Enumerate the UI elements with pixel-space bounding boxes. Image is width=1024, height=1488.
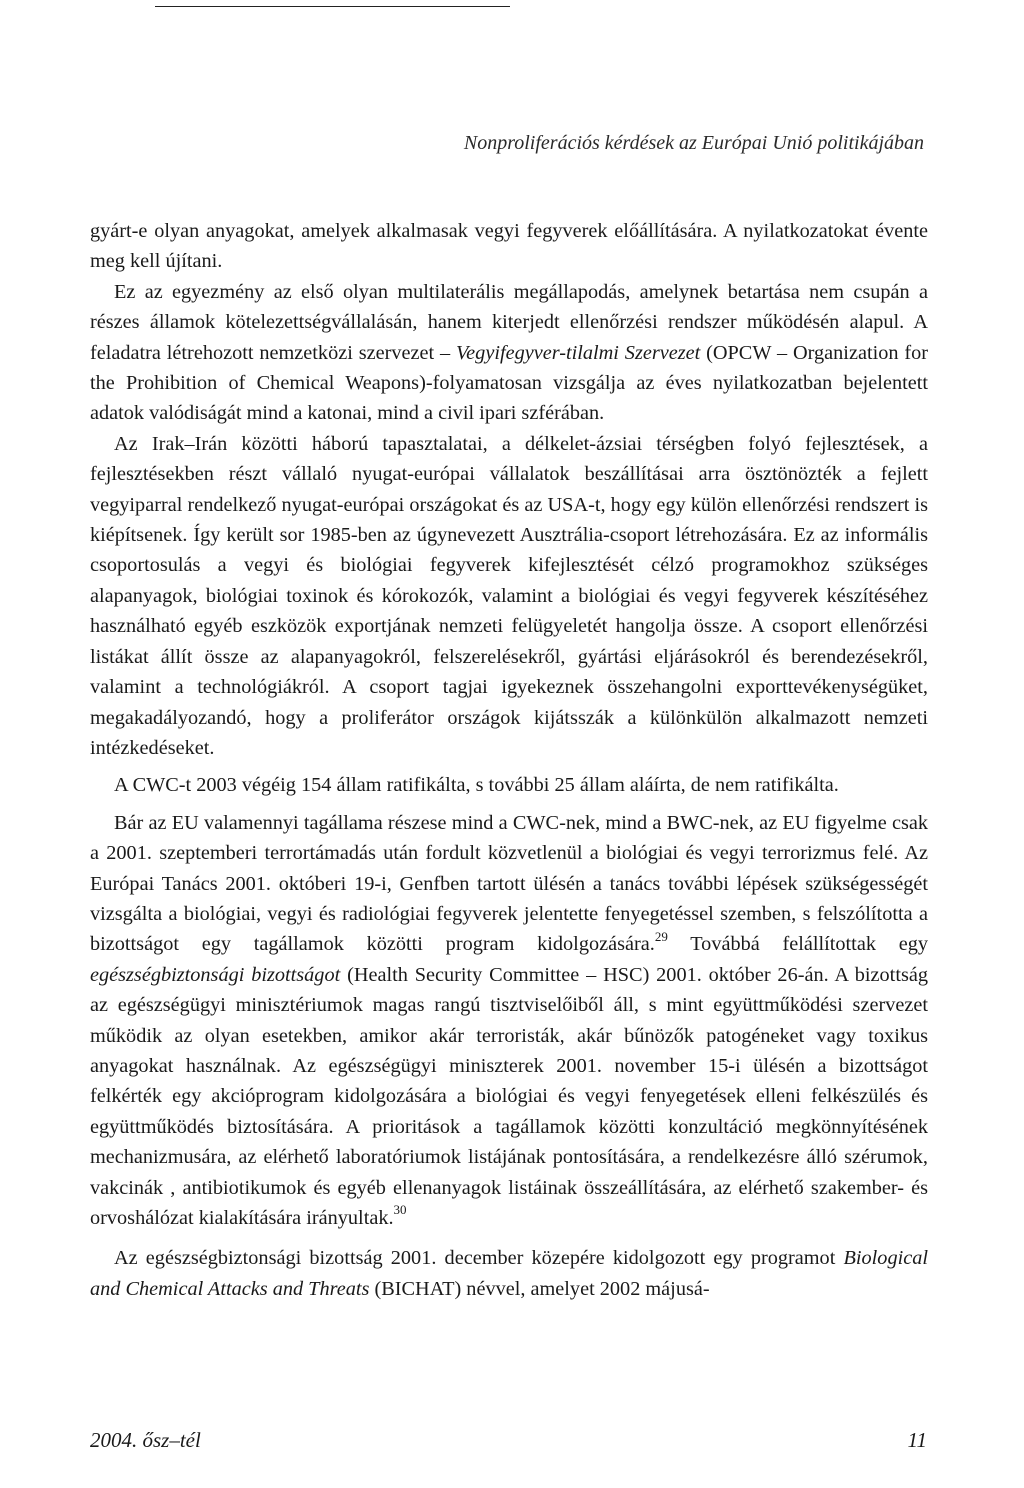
paragraph-2 <box>90 277 928 429</box>
paragraph-1 <box>90 216 928 277</box>
paragraph-6 <box>90 1243 928 1304</box>
body-text <box>90 216 928 1304</box>
paragraph-3 <box>90 429 928 763</box>
paragraph-3-text: Az Irak–Irán közötti háború tapasztalatai, a délkelet-ázsiai térségben folyó fejlesztések, a fejlesztésekben részt vállaló nyugat-európai vállalatok beszállításai arra ösztönözték a fejlett vegyiparral rendelkező nyugat-európai országokat és az USA-t, hogy egy külön ellenőrzési rendszert is kiépítsenek. Így került sor 1985-ben az úgynevezett Ausztrália-csoport létrehozására. Ez az informális csoportosulás a vegyi és biológiai fegyverek kifejlesztését célzó programokhoz szükséges alapanyagok, biológiai toxinok és kórokozók, valamint a biológiai és vegyi fegyverek készítéséhez használható egyéb eszközök exportjának nemzeti felügyeletét hangolja össze. A csoport ellenőrzési listákat állít össze az alapanyagokról, felszerelésekről, gyártási eljárásokról és berendezésekről, valamint a technológiákról. A csoport tagjai igyekeznek összehangolni exporttevékenységüket, megakadályozandó, hogy a proliferátor országok kijátsszák a különkülön alkalmazott nemzeti intézkedéseket. <box>90 432 928 759</box>
running-head: Nonproliferációs kérdések az Európai Unió politikájában <box>463 132 924 154</box>
paragraph-5 <box>90 808 928 1234</box>
paragraph-5-text-a: Bár az EU valamennyi tagállama részese mind a CWC-nek, mind a BWC-nek, az EU figyelme csak a 2001. szeptemberi terrortámadás után fordult közvetlenül a biológiai és vegyi terrorizmus felé. Az Európai Tanács 2001. októberi 19-i, Genfben tartott ülésén a tanács további lépések szükségességét vizsgálta a biológiai, vegyi és radiológiai fegyverek jelentette fenyegetéssel szemben, s felszólította a bizottságot egy tagállamok közötti program kidolgozására. <box>90 811 928 956</box>
paragraph-4 <box>90 770 928 800</box>
page-number: 11 <box>907 1428 927 1452</box>
footnote-ref-30: 30 <box>393 1202 407 1218</box>
paragraph-4-text: A CWC-t 2003 végéig 154 állam ratifikálta, s további 25 állam aláírta, de nem ratifikálta. <box>114 774 839 797</box>
paragraph-5-text-c: (Health Security Committee – HSC) 2001. október 26-án. A bizottság az egészségügyi minisztériumok magas rangú tisztviselőiből áll, s mint együttműködési szervezet működik az olyan esetekben, amikor akár terroristák, akár bűnözők patogéneket vagy toxikus anyagokat használnak. Az egészségügyi miniszterek 2001. november 15-i ülésén a bizottságot felkérték egy akcióprogram kidolgozására a biológiai és vegyi fenyegetések elleni felkészülés és együttműködés biztosítására. A prioritások a tagállamok közötti konzultáció megkönnyítésének mechanizmusára, az elérhető laboratóriumok listájának pontosítására, a rendelkezésre álló szérumok, vakcinák , antibiotikumok és egyéb ellenanyagok listáinak összeállítására, az elérhető szakember- és orvoshálózat kialakítására irányultak. <box>90 963 928 1229</box>
paragraph-2-emphasis: Vegyifegyver-tilalmi Szervezet <box>456 341 701 364</box>
paragraph-6-emphasis: Biological and Chemical Attacks and Threats <box>90 1247 928 1300</box>
paragraph-5-text-b: Továbbá felállítottak egy <box>667 933 928 956</box>
paragraph-5-emphasis: egészségbiztonsági bizottságot <box>90 963 341 986</box>
paragraph-6-text-b: (BICHAT) névvel, amelyet 2002 májusá- <box>369 1277 710 1300</box>
footnote-ref-29: 29 <box>654 928 668 944</box>
paragraph-2-text-b: (OPCW – Organization for the Prohibition of Chemical Weapons)-folyamatosan vizsgálja az éves nyilatkozatban bejelentett adatok valódiságát mind a katonai, mind a civil ipari szférában. <box>90 341 929 425</box>
top-rule <box>155 6 510 7</box>
paragraph-6-text-a: Az egészségbiztonsági bizottság 2001. december közepére kidolgozott egy programot <box>114 1247 844 1270</box>
paragraph-1-text: gyárt-e olyan anyagokat, amelyek alkalmasak vegyi fegyverek előállítására. A nyilatkozatokat évente meg kell újítani. <box>90 220 928 273</box>
paragraph-2-text-a: Ez az egyezmény az első olyan multilaterális megállapodás, amelynek betartása nem csupán a részes államok kötelezettségvállalásán, hanem kiterjedt ellenőrzési rendszer működésén alapul. A feladatra létrehozott nemzetközi szervezet – <box>90 280 928 364</box>
footer-issue: 2004. ősz–tél <box>90 1428 201 1452</box>
